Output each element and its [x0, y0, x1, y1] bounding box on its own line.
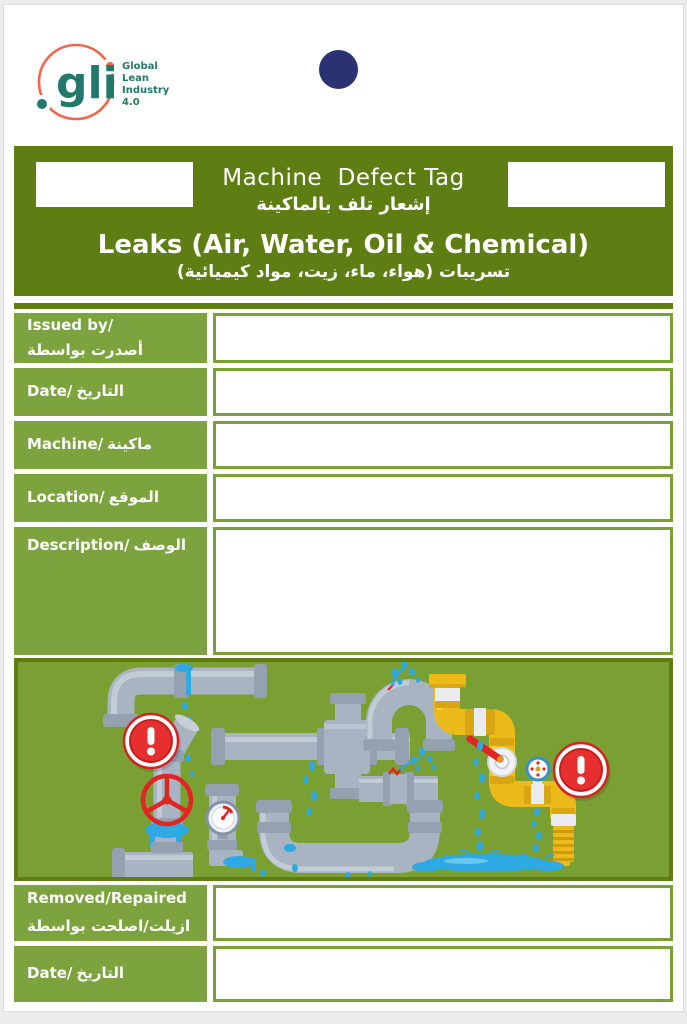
- leaking-pipes-illustration: [14, 658, 673, 881]
- top-area: [14, 5, 673, 146]
- tag-title-en: Machine Defect Tag: [222, 165, 465, 191]
- issue-date-label: [14, 368, 207, 416]
- tag-content: [14, 5, 673, 1011]
- tag-title-ar: إشعار تلف بالماكينة: [256, 194, 431, 215]
- machine-label: [14, 421, 207, 469]
- defect-tag-page: [3, 4, 684, 1012]
- issue-date-label-ar: التاريخ: [76, 382, 125, 401]
- issued-by-field[interactable]: [213, 313, 673, 363]
- gli-logo-graphic: [24, 38, 194, 130]
- repair-date-label-en: Date/: [27, 964, 73, 983]
- logo-brand-text: gli: [56, 58, 118, 109]
- issued-by-label-ar: أصدرت بواسطة: [27, 340, 143, 359]
- punch-hole: [319, 50, 358, 89]
- form-top-bar: [14, 303, 673, 309]
- tag-subtitle-en: Leaks (Air, Water, Oil & Chemical): [97, 230, 590, 260]
- machine-label-ar: ماكينة: [107, 435, 153, 454]
- gli-logo: [24, 38, 194, 130]
- machine-label-en: Machine/: [27, 435, 104, 454]
- description-field[interactable]: [213, 527, 673, 655]
- removed-repaired-label-en: Removed/Repaired: [27, 889, 187, 908]
- header-blank-box-left[interactable]: [36, 162, 193, 207]
- repair-form-section: [14, 885, 673, 1002]
- removed-repaired-label-ar: ازيلت/اصلحت بواسطة: [27, 917, 191, 936]
- water-puddle: [412, 854, 564, 872]
- logo-tagline-2: Lean: [122, 73, 150, 84]
- logo-teal-dot: [37, 99, 47, 109]
- logo-tagline-4: 4.0: [122, 97, 140, 108]
- repair-date-field[interactable]: [213, 946, 673, 1002]
- description-label-ar: الوصف: [133, 536, 187, 554]
- tag-subtitle-ar: تسريبات (هواء، ماء، زيت، مواد كيميائية): [176, 262, 511, 282]
- removed-repaired-label: [14, 885, 207, 941]
- repair-date-label-ar: التاريخ: [76, 964, 125, 983]
- description-label-en: Description/: [27, 536, 130, 554]
- machine-field[interactable]: [213, 421, 673, 469]
- description-label: [14, 527, 207, 655]
- location-label: [14, 474, 207, 522]
- issued-by-label-en: Issued by/: [27, 315, 114, 334]
- location-label-en: Location/: [27, 488, 105, 507]
- leaking-pipes-graphic: [18, 662, 669, 877]
- logo-tagline-3: Industry: [122, 85, 170, 96]
- main-form-section: [14, 303, 673, 655]
- repair-date-label: [14, 946, 207, 1002]
- removed-repaired-field[interactable]: [213, 885, 673, 941]
- tag-header: [14, 146, 673, 296]
- issue-date-label-en: Date/: [27, 382, 73, 401]
- threaded-pipe-end: [553, 826, 574, 866]
- location-label-ar: الموقع: [108, 488, 159, 507]
- issue-date-field[interactable]: [213, 368, 673, 416]
- logo-tagline-1: Global: [122, 61, 158, 72]
- location-field[interactable]: [213, 474, 673, 522]
- header-blank-box-right[interactable]: [508, 162, 665, 207]
- warning-icon: [124, 714, 181, 772]
- issued-by-label: [14, 313, 207, 363]
- pressure-gauge-pipe: [205, 784, 266, 876]
